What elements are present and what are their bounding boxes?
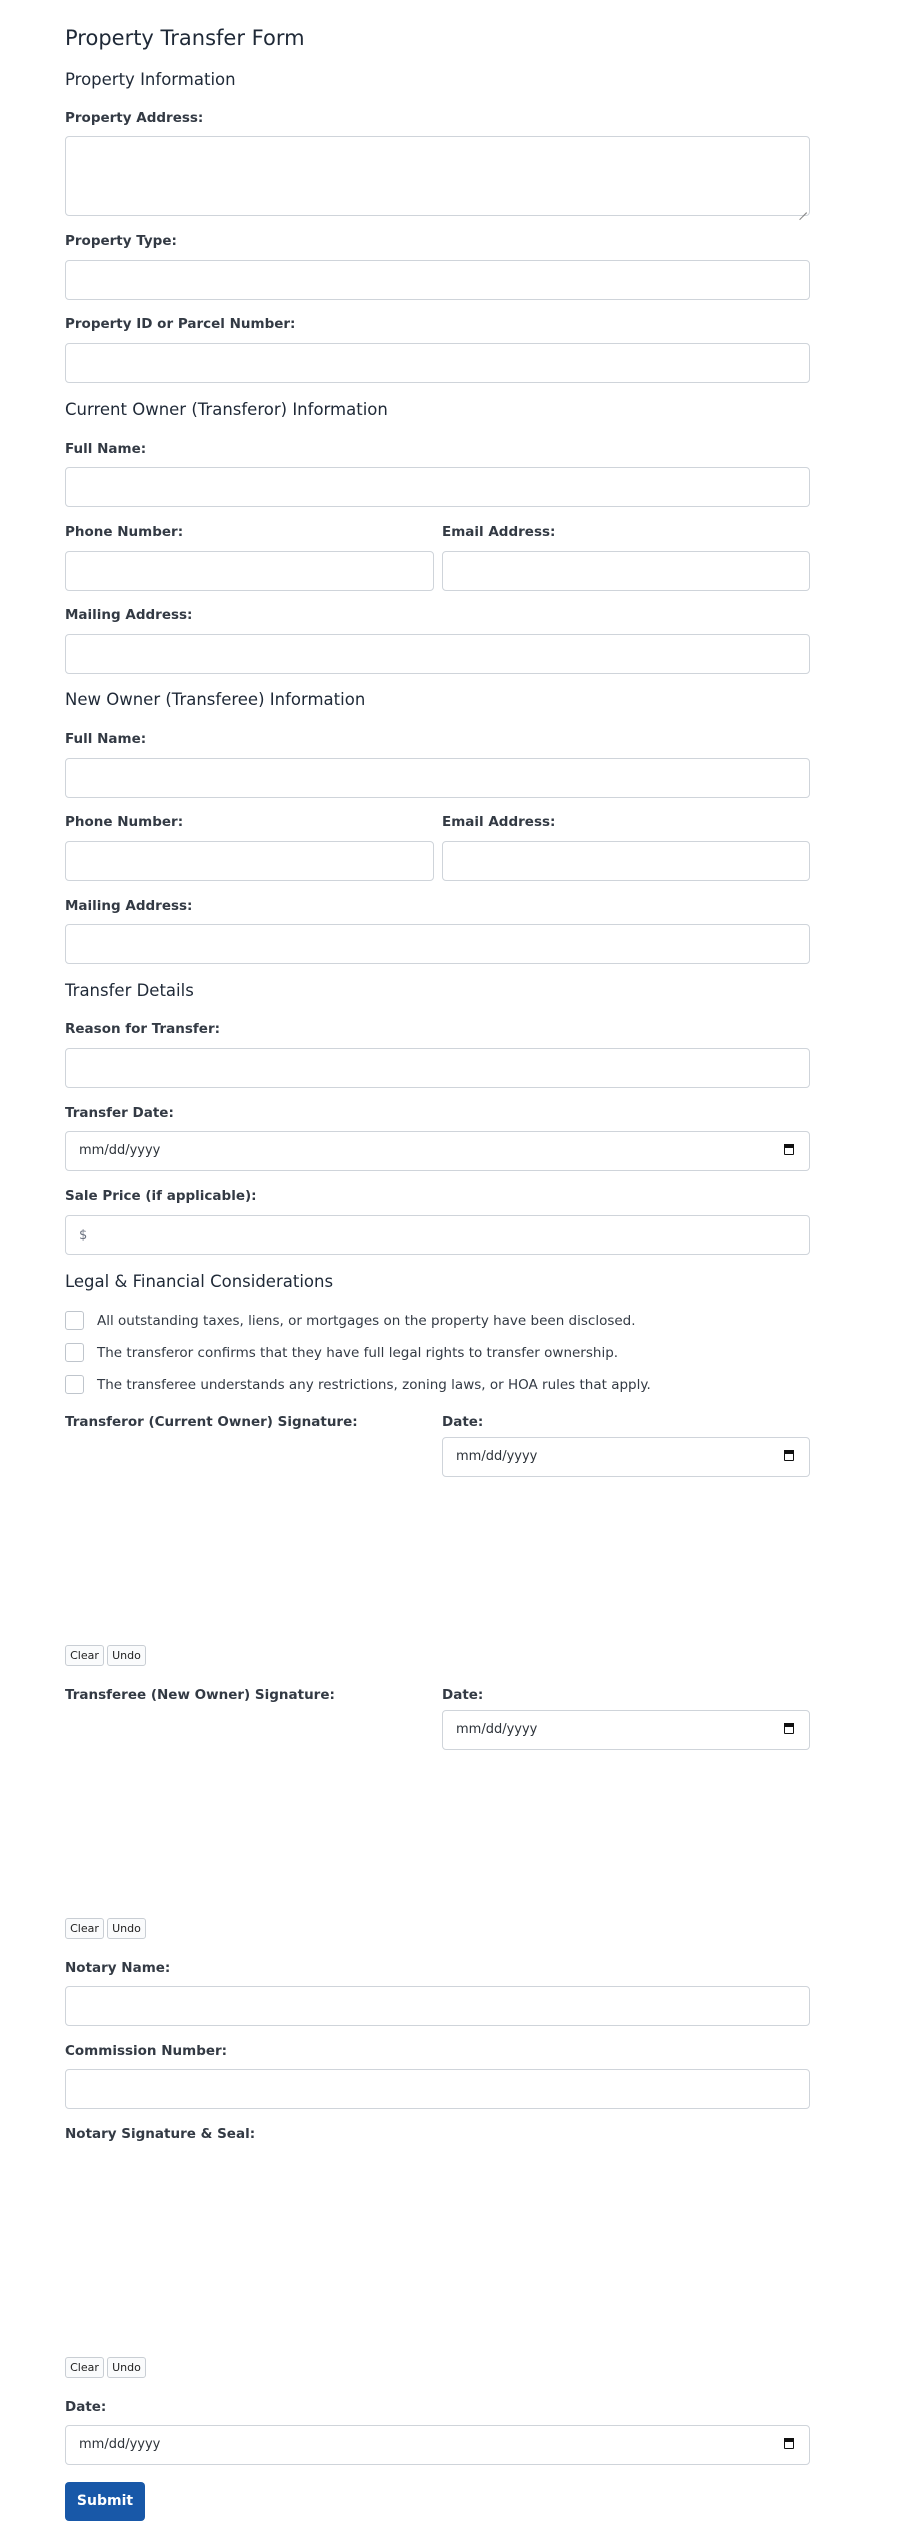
page-title: Property Transfer Form: [65, 26, 305, 50]
transferor-full-name-input[interactable]: [65, 467, 810, 507]
transferee-mailing-input[interactable]: [65, 924, 810, 964]
submit-button[interactable]: Submit: [65, 2482, 145, 2521]
calendar-icon[interactable]: [784, 1144, 794, 1155]
transferee-mailing-label: Mailing Address:: [65, 898, 193, 914]
clear-notary-signature-button[interactable]: Clear: [65, 2357, 104, 2378]
transfer-date-label: Transfer Date:: [65, 1105, 174, 1121]
transferor-full-name-label: Full Name:: [65, 441, 147, 457]
calendar-icon[interactable]: [784, 2438, 794, 2449]
undo-notary-signature-button[interactable]: Undo: [107, 2357, 146, 2378]
transferee-full-name-input[interactable]: [65, 758, 810, 798]
transferee-phone-label: Phone Number:: [65, 814, 184, 830]
legal-checkbox-label: The transferee understands any restrictions, zoning laws, or HOA rules that apply.: [97, 1377, 651, 1393]
transfer-reason-input[interactable]: [65, 1048, 810, 1088]
clear-transferee-signature-button[interactable]: Clear: [65, 1918, 104, 1939]
transferee-full-name-label: Full Name:: [65, 731, 147, 747]
notary-name-label: Notary Name:: [65, 1960, 171, 1976]
sale-price-input[interactable]: [65, 1215, 810, 1255]
legal-checkbox-disclosed[interactable]: [65, 1311, 84, 1330]
notary-name-input[interactable]: [65, 1986, 810, 2026]
section-heading-legal: Legal & Financial Considerations: [65, 1272, 334, 1291]
transferee-signature-date-label: Date:: [442, 1687, 484, 1703]
legal-checkbox-restrictions[interactable]: [65, 1375, 84, 1394]
clear-transferor-signature-button[interactable]: Clear: [65, 1645, 104, 1666]
transferee-signature-pad[interactable]: [65, 1709, 433, 1909]
transferor-signature-label: Transferor (Current Owner) Signature:: [65, 1414, 358, 1430]
section-heading-transfer: Transfer Details: [65, 981, 194, 1000]
undo-transferee-signature-button[interactable]: Undo: [107, 1918, 146, 1939]
transferor-phone-input[interactable]: [65, 551, 434, 591]
transferor-mailing-label: Mailing Address:: [65, 607, 193, 623]
transferor-phone-label: Phone Number:: [65, 524, 184, 540]
parcel-number-input[interactable]: [65, 343, 810, 383]
transferor-email-label: Email Address:: [442, 524, 556, 540]
transferor-signature-date-input[interactable]: [442, 1437, 810, 1477]
transferee-phone-input[interactable]: [65, 841, 434, 881]
notary-signature-pad[interactable]: [65, 2148, 810, 2348]
legal-checkbox-label: The transferor confirms that they have full legal rights to transfer ownership.: [97, 1345, 619, 1361]
transferee-signature-label: Transferee (New Owner) Signature:: [65, 1687, 335, 1703]
transferor-email-input[interactable]: [442, 551, 810, 591]
transfer-date-input[interactable]: [65, 1131, 810, 1171]
transferee-signature-date-input[interactable]: [442, 1710, 810, 1750]
transferor-signature-pad[interactable]: [65, 1436, 433, 1636]
transferee-email-label: Email Address:: [442, 814, 556, 830]
calendar-icon[interactable]: [784, 1450, 794, 1461]
sale-price-label: Sale Price (if applicable):: [65, 1188, 257, 1204]
section-heading-transferor: Current Owner (Transferor) Information: [65, 400, 388, 419]
legal-checkbox-label: All outstanding taxes, liens, or mortgages on the property have been disclosed.: [97, 1313, 636, 1329]
property-address-textarea[interactable]: [65, 136, 810, 216]
notary-date-label: Date:: [65, 2399, 107, 2415]
property-type-input[interactable]: [65, 260, 810, 300]
transferor-signature-date-label: Date:: [442, 1414, 484, 1430]
currency-prefix: $: [79, 1228, 88, 1243]
notary-date-input[interactable]: [65, 2425, 810, 2465]
section-heading-property: Property Information: [65, 70, 236, 89]
date-placeholder: mm/dd/yyyy: [456, 1722, 538, 1737]
property-address-label: Property Address:: [65, 110, 204, 126]
property-type-label: Property Type:: [65, 233, 177, 249]
transferee-email-input[interactable]: [442, 841, 810, 881]
undo-transferor-signature-button[interactable]: Undo: [107, 1645, 146, 1666]
parcel-number-label: Property ID or Parcel Number:: [65, 316, 296, 332]
commission-number-input[interactable]: [65, 2069, 810, 2109]
transferor-mailing-input[interactable]: [65, 634, 810, 674]
transfer-reason-label: Reason for Transfer:: [65, 1021, 221, 1037]
section-heading-transferee: New Owner (Transferee) Information: [65, 690, 366, 709]
legal-checkbox-rights[interactable]: [65, 1343, 84, 1362]
calendar-icon[interactable]: [784, 1723, 794, 1734]
date-placeholder: mm/dd/yyyy: [79, 1143, 161, 1158]
notary-signature-label: Notary Signature & Seal:: [65, 2126, 256, 2142]
date-placeholder: mm/dd/yyyy: [456, 1449, 538, 1464]
commission-number-label: Commission Number:: [65, 2043, 228, 2059]
resize-grip-icon[interactable]: [799, 205, 807, 213]
date-placeholder: mm/dd/yyyy: [79, 2437, 161, 2452]
